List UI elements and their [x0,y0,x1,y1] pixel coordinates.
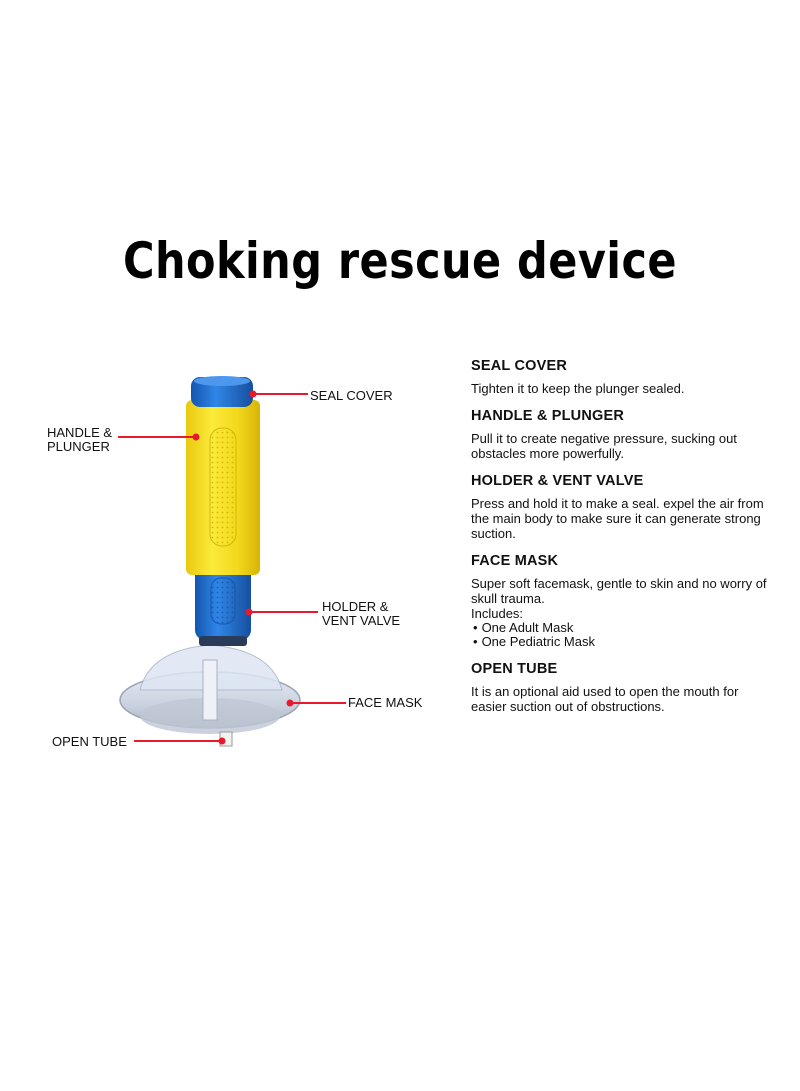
callout-open-tube: OPEN TUBE [52,734,127,749]
includes-label: Includes: [471,606,524,621]
section-heading: HANDLE & PLUNGER [471,408,625,424]
face-mask-part [120,645,300,734]
callout-holder-line2: VENT VALVE [322,613,401,628]
section-handle-plunger [471,408,771,461]
description-panel [471,358,771,726]
section-face-mask [471,553,771,649]
holder-vent-valve-part [195,565,251,646]
section-text: Super soft facemask, gentle to skin and no worry of skull trauma. [471,576,767,606]
list-item: • One Adult Mask [471,621,771,635]
section-heading: HOLDER & VENT VALVE [471,473,644,489]
section-text: Pull it to create negative pressure, sucking out obstacles more powerfully. [471,431,737,461]
section-open-tube [471,661,771,714]
callout-holder-line1: HOLDER & [322,599,389,614]
section-heading: OPEN TUBE [471,661,558,677]
includes-list [471,621,771,649]
callout-handle-line2: PLUNGER [47,439,110,454]
section-heading: FACE MASK [471,553,559,569]
callout-handle-line1: HANDLE & [47,425,113,440]
section-text: Tighten it to keep the plunger sealed. [471,381,685,396]
page-title: Choking rescue device [122,232,678,290]
seal-cover-part [191,376,253,407]
section-holder-vent-valve [471,473,771,541]
section-text: It is an optional aid used to open the mouth for easier suction out of obstructions. [471,684,739,714]
callout-holder-vent-valve [322,600,400,628]
section-text: Press and hold it to make a seal. expel the air from the main body to make sure it can generate strong suction. [471,496,764,541]
callout-handle-plunger [47,426,112,454]
list-item: • One Pediatric Mask [471,635,771,649]
section-seal-cover [471,358,771,396]
callout-face-mask: FACE MASK [348,695,423,710]
callout-seal-cover: SEAL COVER [310,388,393,403]
handle-plunger-part [186,400,260,575]
section-heading: SEAL COVER [471,358,568,374]
